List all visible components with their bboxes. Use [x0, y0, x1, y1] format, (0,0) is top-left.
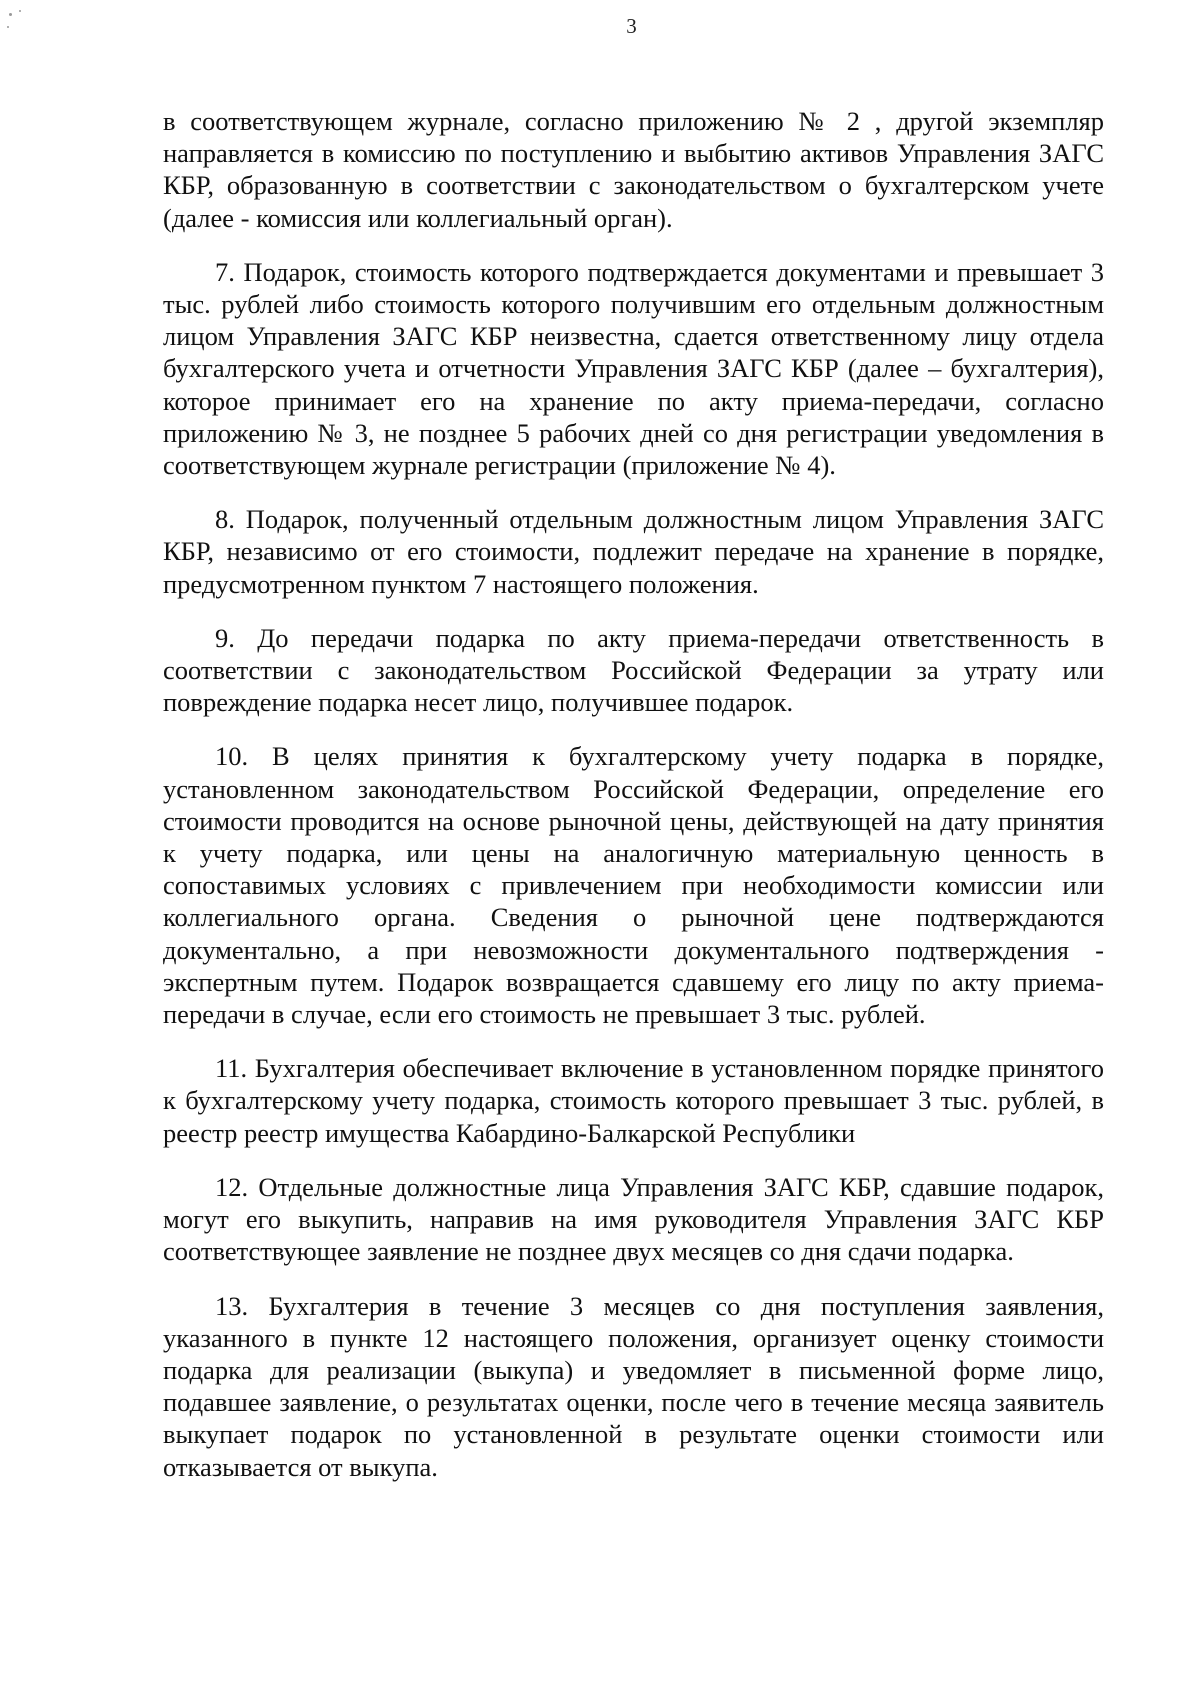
scan-speck [9, 13, 12, 16]
paragraph-item-13: 13. Бухгалтерия в течение 3 месяцев со дня поступления заявления, указанного в пункте 12 настоящего положения, организует оценку стоимости подарка для реализации (выкупа) и уведомляет в письменной форме лицо, подавшее заявление, о результатах оценки, после чего в течение месяца заявитель выкупает подарок по установленной в результате оценки стоимости или отказывается от выкупа. [163, 1290, 1104, 1482]
paragraph-item-7: 7. Подарок, стоимость которого подтверждается документами и превышает 3 тыс. рублей либо стоимость которого получившим его отдельным должностным лицом Управления ЗАГС КБР неизвестна, сдается ответственному лицу отдела бухгалтерского учета и отчетности Управления ЗАГС КБР (далее – бухгалтерия), которое принимает его на хранение по акту приема-передачи, согласно приложению № 3, не позднее 5 рабочих дней со дня регистрации уведомления в соответствующем журнале регистрации (приложение № 4). [163, 256, 1104, 481]
paragraph-item-11: 11. Бухгалтерия обеспечивает включение в установленном порядке принятого к бухгалтерскому учету подарка, стоимость которого превышает 3 тыс. рублей, в реестр реестр имущества Кабардино-Балкарской Республики [163, 1053, 1104, 1148]
scan-speck [19, 10, 21, 12]
document-body [163, 105, 1104, 1505]
paragraph-continuation: в соответствующем журнале, согласно приложению № 2 , другой экземпляр направляется в комиссию по поступлению и выбытию активов Управления ЗАГС КБР, образованную в соответствии с законодательством о бухгалтерском учете (далее - комиссия или коллегиальный орган). [163, 106, 1104, 233]
paragraph-item-10: 10. В целях принятия к бухгалтерскому учету подарка в порядке, установленном законодательством Российской Федерации, определение его стоимости проводится на основе рыночной цены, действующей на дату принятия к учету подарка, или цены на аналогичную материальную ценность в сопоставимых условиях с привлечением при необходимости комиссии или коллегиального органа. Сведения о рыночной цене подтверждаются документально, а при невозможности документального подтверждения - экспертным путем. Подарок возвращается сдавшему его лицу по акту приема-передачи в случае, если его стоимость не превышает 3 тыс. рублей. [163, 741, 1104, 1030]
paragraph-item-9: 9. До передачи подарка по акту приема-передачи ответственность в соответствии с законодательством Российской Федерации за утрату или повреждение подарка несет лицо, получившее подарок. [163, 622, 1104, 718]
page-number: 3 [626, 14, 637, 38]
paragraph-item-8: 8. Подарок, полученный отдельным должностным лицом Управления ЗАГС КБР, независимо от его стоимости, подлежит передаче на хранение в порядке, предусмотренном пунктом 7 настоящего положения. [163, 504, 1104, 599]
paragraph-item-12: 12. Отдельные должностные лица Управления ЗАГС КБР, сдавшие подарок, могут его выкупить, направив на имя руководителя Управления ЗАГС КБР соответствующее заявление не позднее двух месяцев со дня сдачи подарка. [163, 1171, 1104, 1267]
scan-speck [7, 26, 9, 28]
